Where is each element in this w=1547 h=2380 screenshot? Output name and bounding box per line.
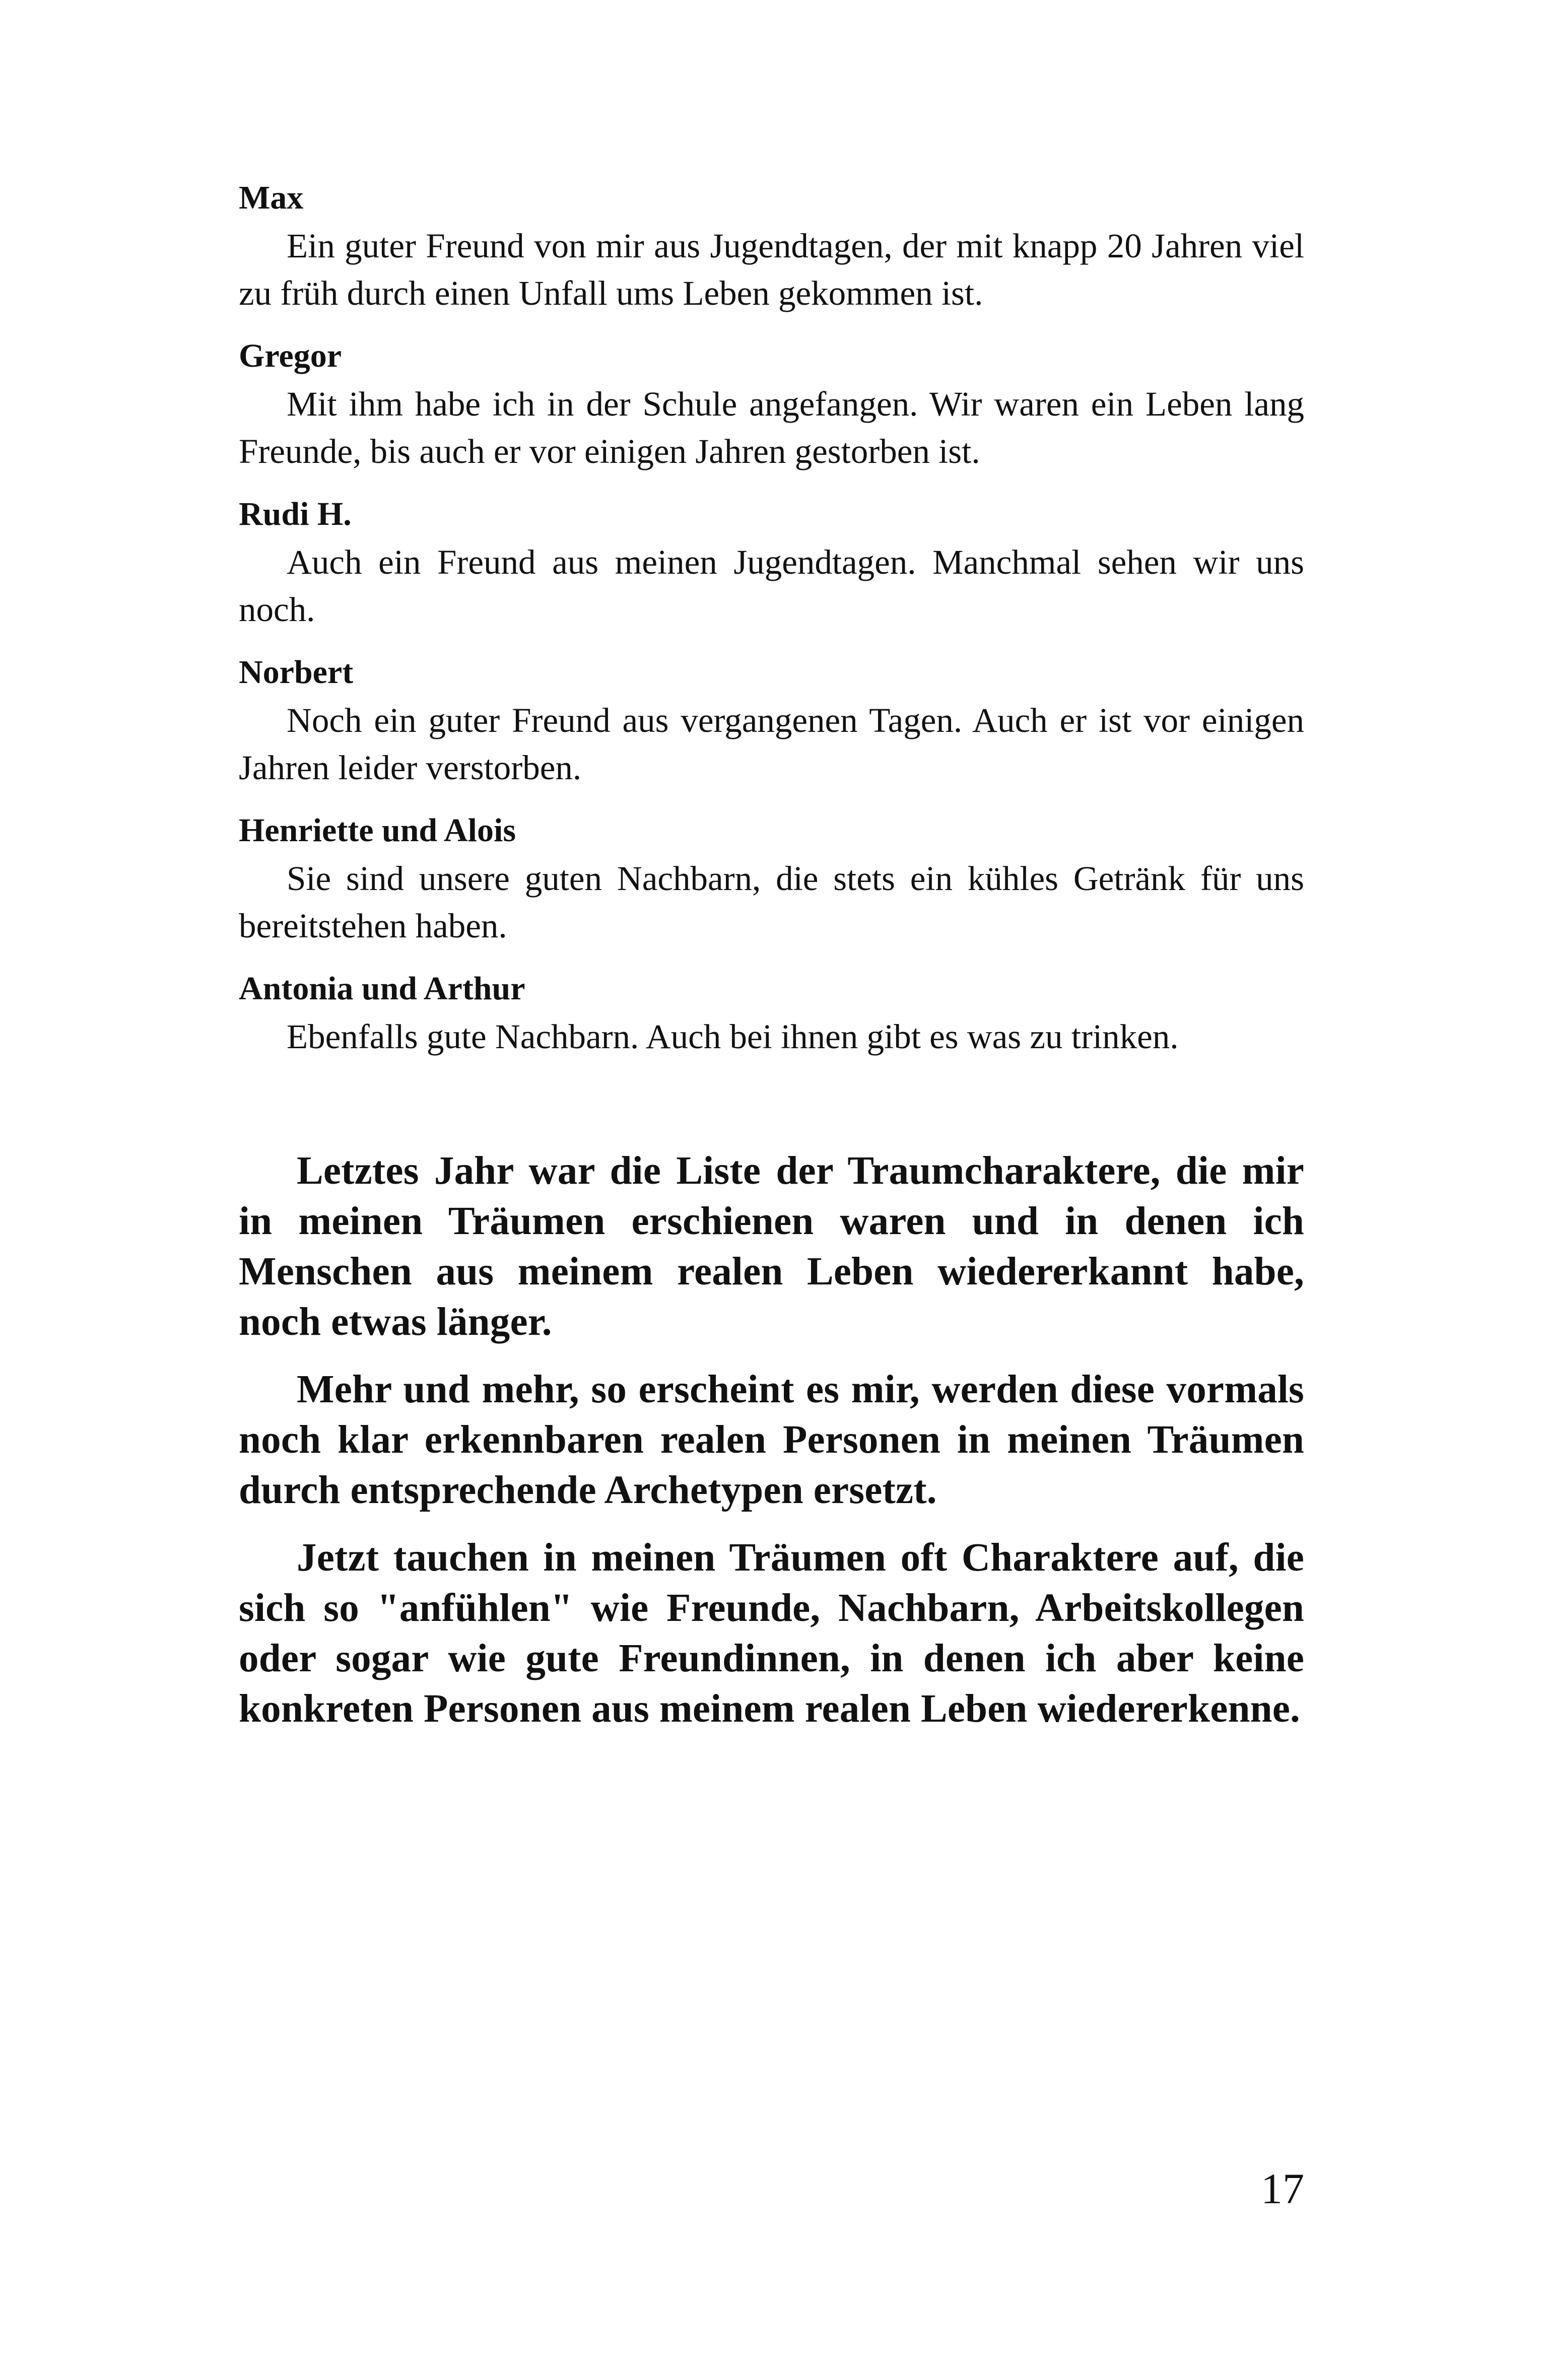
character-name: Henriette und Alois [239, 812, 516, 849]
book-page [239, 174, 1304, 1751]
character-entry-rudi [239, 490, 1304, 633]
character-description: Noch ein guter Freund aus vergangenen Tagen. Auch er ist vor einigen Jahren leider verstorben. [239, 701, 1304, 787]
character-name: Max [239, 179, 304, 216]
character-description: Mit ihm habe ich in der Schule angefangen. Wir waren ein Leben lang Freunde, bis auch er vor einigen Jahren gestorben ist. [239, 385, 1304, 470]
reflection-section [239, 1146, 1304, 1734]
character-entry-max [239, 174, 1304, 317]
character-entry-henriette-alois [239, 806, 1304, 949]
character-description: Ebenfalls gute Nachbarn. Auch bei ihnen gibt es was zu trinken. [287, 1017, 1179, 1056]
character-description: Sie sind unsere guten Nachbarn, die stets ein kühles Getränk für uns bereitstehen haben. [239, 859, 1304, 945]
character-entry-gregor [239, 332, 1304, 475]
reflection-paragraph: Letztes Jahr war die Liste der Traumcharaktere, die mir in meinen Träumen erschienen waren und in denen ich Menschen aus meinem realen Leben wiedererkannt habe, noch etwas länger. [239, 1149, 1304, 1344]
character-description: Ein guter Freund von mir aus Jugendtagen, der mit knapp 20 Jahren viel zu früh durch einen Unfall ums Leben gekommen ist. [239, 227, 1304, 312]
character-name: Antonia und Arthur [239, 970, 525, 1007]
character-name: Gregor [239, 337, 342, 374]
reflection-paragraph: Mehr und mehr, so erscheint es mir, werden diese vormals noch klar erkennbaren realen Personen in meinen Träumen durch entsprechende Archetypen ersetzt. [239, 1368, 1304, 1512]
character-entry-norbert [239, 648, 1304, 791]
character-name: Norbert [239, 654, 354, 691]
character-entry-antonia-arthur [239, 965, 1304, 1060]
character-name: Rudi H. [239, 496, 352, 532]
reflection-paragraph: Jetzt tauchen in meinen Träumen oft Charaktere auf, die sich so "anfühlen" wie Freunde, Nachbarn, Arbeitskollegen oder sogar wie gute Freundinnen, in denen ich aber keine konkreten Personen aus meinem realen Leben wiedererkenne. [239, 1536, 1304, 1731]
page-number: 17 [1261, 2164, 1304, 2213]
character-description: Auch ein Freund aus meinen Jugendtagen. Manchmal sehen wir uns noch. [239, 543, 1304, 629]
